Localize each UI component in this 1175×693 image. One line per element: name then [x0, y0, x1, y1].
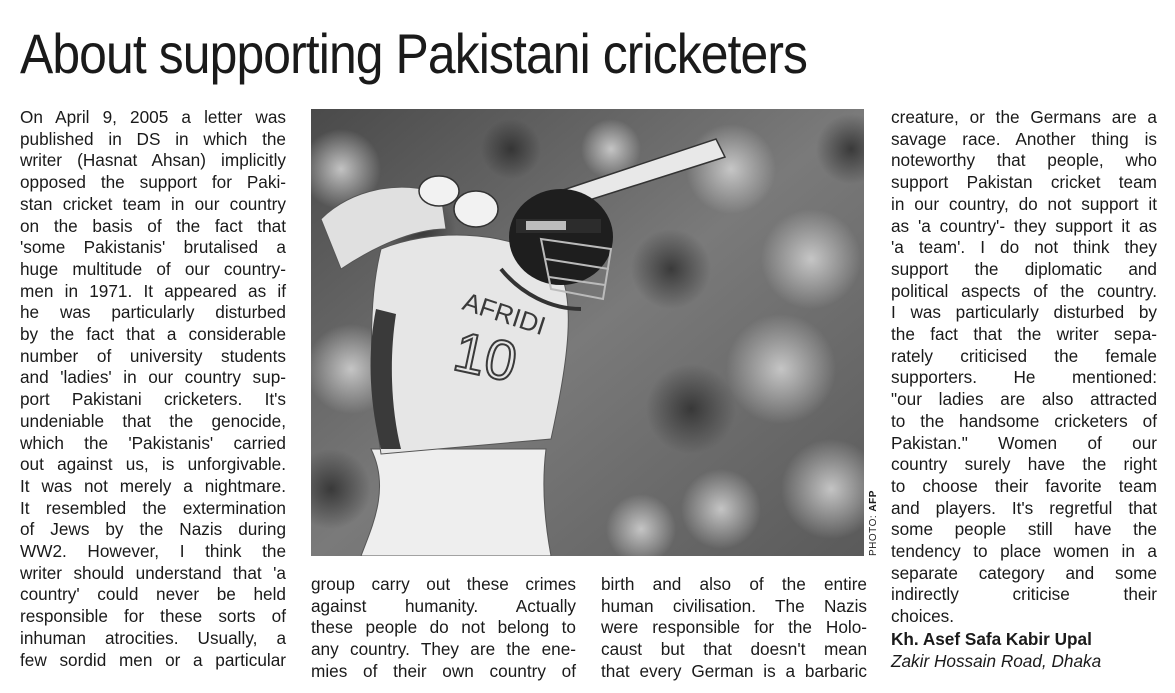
text-line: tendency to place women in a — [891, 541, 1157, 562]
text-line: undeniable that the genocide, — [20, 410, 286, 431]
text-line: of Jews by the Nazis during — [20, 519, 286, 540]
text-line: creature, or the Germans are a — [891, 107, 1157, 127]
text-line: Pakistan." Women of our — [891, 432, 1157, 453]
text-line: It resembled the extermination — [20, 497, 286, 518]
text-line: human civilisation. The Nazis — [601, 595, 867, 616]
jersey-name: AFRIDI — [459, 286, 550, 342]
text-line: writer should understand that 'a — [20, 562, 286, 583]
text-line: 'some Pakistanis' brutalised a — [20, 237, 286, 258]
text-line: published in DS in which the — [20, 128, 286, 149]
text-line: any country. They are the ene- — [311, 639, 576, 660]
text-line: some people still have the — [891, 519, 1157, 540]
text-line: huge multitude of our country- — [20, 258, 286, 279]
text-line: group carry out these crimes — [311, 574, 576, 594]
text-line: these people do not belong to — [311, 617, 576, 638]
text-line: "our ladies are also attracted — [891, 389, 1157, 410]
text-line: out against us, is unforgivable. — [20, 454, 286, 475]
text-line: indirectly criticise their — [891, 584, 1157, 605]
column-1 — [20, 107, 286, 671]
text-line: support the diplomatic and — [891, 258, 1157, 279]
text-line: supporters. He mentioned: — [891, 367, 1157, 388]
text-line: that every German is a barbaric — [601, 660, 867, 681]
text-line: opposed the support for Paki- — [20, 172, 286, 193]
text-line: 'a team'. I do not think they — [891, 237, 1157, 258]
text-line: stan cricket team in our country — [20, 193, 286, 214]
text-line: by the fact that a considerable — [20, 324, 286, 345]
text-line: It was not merely a nightmare. — [20, 475, 286, 496]
column-2 — [311, 574, 576, 683]
text-line: savage race. Another thing is — [891, 128, 1157, 149]
author-name: Kh. Asef Safa Kabir Upal — [891, 629, 1092, 649]
text-line: separate category and some — [891, 562, 1157, 583]
text-line: inhuman atrocities. Usually, a — [20, 627, 286, 648]
text-line: noteworthy that people, who — [891, 150, 1157, 171]
text-line: rately criticised the female — [891, 345, 1157, 366]
text-line: to the handsome cricketers of — [891, 410, 1157, 431]
column-3 — [601, 574, 867, 683]
column-4 — [891, 107, 1157, 628]
text-line: writer (Hasnat Ahsan) implicitly — [20, 150, 286, 171]
text-line: on the basis of the fact that — [20, 215, 286, 236]
photo-credit: PHOTO: AFP — [868, 490, 879, 556]
jersey-number: 10 — [448, 319, 523, 394]
text-line: few sordid men or a particular — [20, 649, 286, 670]
text-line: support Pakistan cricket team — [891, 172, 1157, 193]
text-line: number of university students — [20, 345, 286, 366]
text-line: port Pakistani cricketers. It's — [20, 389, 286, 410]
text-line: to choose their favorite team — [891, 475, 1157, 496]
batsman-illustration — [311, 109, 864, 556]
text-line: WW2. However, I think the — [20, 541, 286, 562]
text-line: and 'ladies' in our country sup- — [20, 367, 286, 388]
text-line: were responsible for the Holo- — [601, 617, 867, 638]
text-line: men in 1971. It appeared as if — [20, 280, 286, 301]
text-line: responsible for these sorts of — [20, 606, 286, 627]
headline: About supporting Pakistani cricketers — [20, 22, 808, 85]
text-line: as 'a country'- they support it as — [891, 215, 1157, 236]
author-address: Zakir Hossain Road, Dhaka — [891, 650, 1102, 671]
text-line: country' could never be held — [20, 584, 286, 605]
text-line: mies of their own country of — [311, 660, 576, 681]
signature-block — [891, 629, 1157, 672]
text-line: the fact that the writer sepa- — [891, 324, 1157, 345]
text-line: he was particularly disturbed — [20, 302, 286, 323]
text-line: country surely have the right — [891, 454, 1157, 475]
text-line: choices. — [891, 606, 955, 627]
text-line: I was particularly disturbed by — [891, 302, 1157, 323]
text-line: On April 9, 2005 a letter was — [20, 107, 286, 127]
cricketer-photo — [311, 109, 864, 556]
text-line: caust but that doesn't mean — [601, 639, 867, 660]
text-line: and players. It's regretful that — [891, 497, 1157, 518]
text-line: in our country, do not support it — [891, 193, 1157, 214]
text-line: against humanity. Actually — [311, 595, 576, 616]
text-line: birth and also of the entire — [601, 574, 867, 594]
text-line: political aspects of the country. — [891, 280, 1157, 301]
text-line: which the 'Pakistanis' carried — [20, 432, 286, 453]
